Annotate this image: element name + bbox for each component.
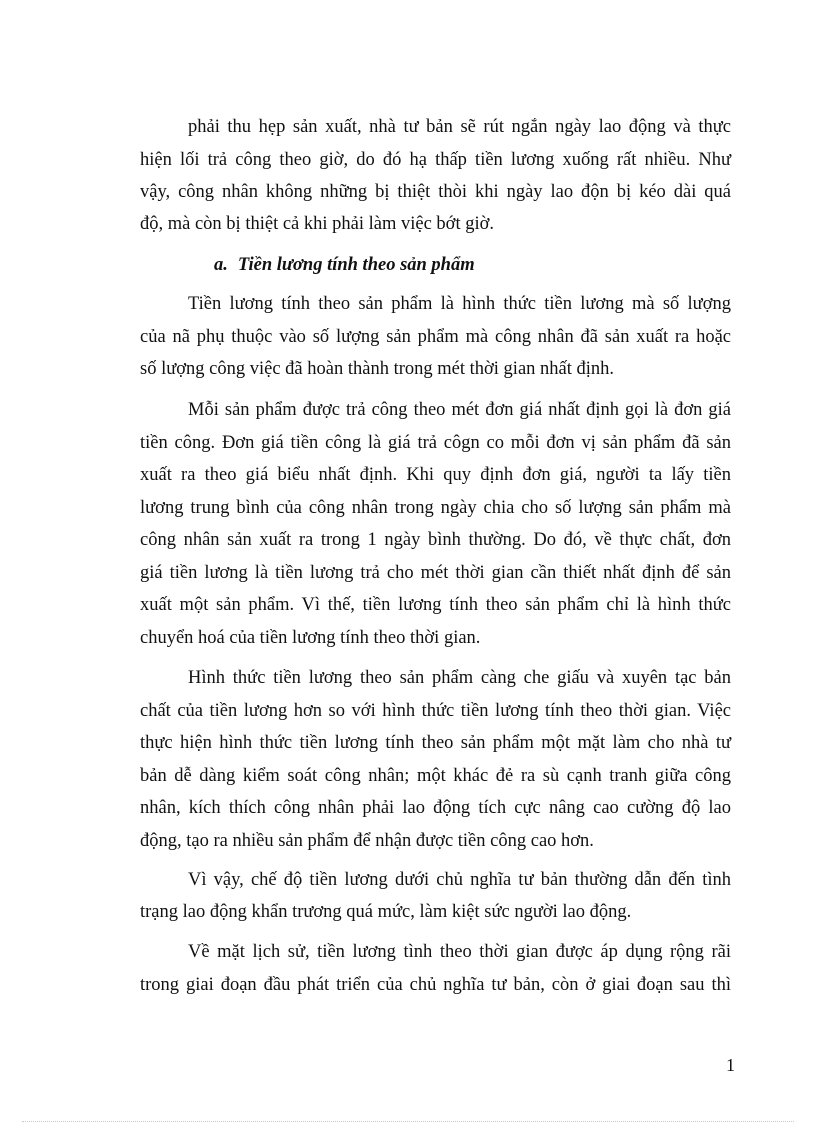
body-line: hiện lối trả công theo giờ, do đó hạ thấp tiền lương xuống rất nhiều. Như [140, 150, 731, 170]
body-line: xuất một sản phẩm. Vì thế, tiền lương tính theo sản phẩm chỉ là hình thức [140, 595, 731, 615]
body-line: Hình thức tiền lương theo sản phẩm càng che giấu và xuyên tạc bản [188, 668, 731, 688]
body-line: thực hiện hình thức tiền lương tính theo sản phẩm một mặt làm cho nhà tư [140, 733, 731, 753]
body-line: chất của tiền lương hơn so với hình thức tiền lương tính theo thời gian. Việc [140, 701, 731, 721]
body-line: Tiền lương tính theo sản phẩm là hình thức tiền lương mà số lượng [188, 294, 731, 314]
body-line: lương trung bình của công nhân trong ngày chia cho số lượng sản phẩm mà [140, 498, 731, 518]
page-bottom-divider [22, 1121, 794, 1122]
section-heading-text: Tiền lương tính theo sản phẩm [237, 255, 475, 275]
body-line: trong giai đoạn đầu phát triển của chủ nghĩa tư bản, còn ở giai đoạn sau thì [140, 975, 731, 995]
body-line: Vì vậy, chế độ tiền lương dưới chủ nghĩa tư bản thường dẫn đến tình [188, 870, 731, 890]
body-line: tiền công. Đơn giá tiền công là giá trả côgn co mỗi đơn vị sản phẩm đã sản [140, 433, 731, 453]
body-line: xuất ra theo giá biểu nhất định. Khi quy định đơn giá, người ta lấy tiền [140, 465, 731, 485]
body-line: số lượng công việc đã hoàn thành trong mét thời gian nhất định. [140, 359, 615, 379]
section-heading-marker: a. [214, 255, 228, 275]
body-line: Mỗi sản phẩm được trả công theo mét đơn giá nhất định gọi là đơn giá [188, 400, 731, 420]
body-line: Về mặt lịch sử, tiền lương tình theo thời gian được áp dụng rộng rãi [188, 942, 731, 962]
body-line: chuyển hoá của tiền lương tính theo thời gian. [140, 628, 481, 648]
body-line: công nhân sản xuất ra trong 1 ngày bình thường. Do đó, về thực chất, đơn [140, 530, 731, 550]
body-line: của nã phụ thuộc vào số lượng sản phẩm mà công nhân đã sản xuất ra hoặc [140, 327, 731, 347]
body-line: động, tạo ra nhiều sản phẩm để nhận được tiền công cao hơn. [140, 831, 594, 851]
body-line: bản dễ dàng kiểm soát công nhân; một khác đẻ ra sù cạnh tranh giữa công [140, 766, 731, 786]
body-line: độ, mà còn bị thiệt cả khi phải làm việc bớt giờ. [140, 214, 495, 234]
body-line: trạng lao động khẩn trương quá mức, làm kiệt sức người lao động. [140, 902, 632, 922]
body-line: vậy, công nhân không những bị thiệt thòi khi ngày lao độn bị kéo dài quá [140, 182, 731, 202]
body-line: giá tiền lương là tiền lương trả cho mét thời gian cần thiết nhất định để sản [140, 563, 731, 583]
body-line: nhân, kích thích công nhân phải lao động tích cực nâng cao cường độ lao [140, 798, 731, 818]
page-number: 1 [726, 1055, 735, 1075]
section-heading [214, 253, 475, 277]
body-line: phải thu hẹp sản xuất, nhà tư bản sẽ rút ngắn ngày lao động và thực [188, 117, 731, 137]
